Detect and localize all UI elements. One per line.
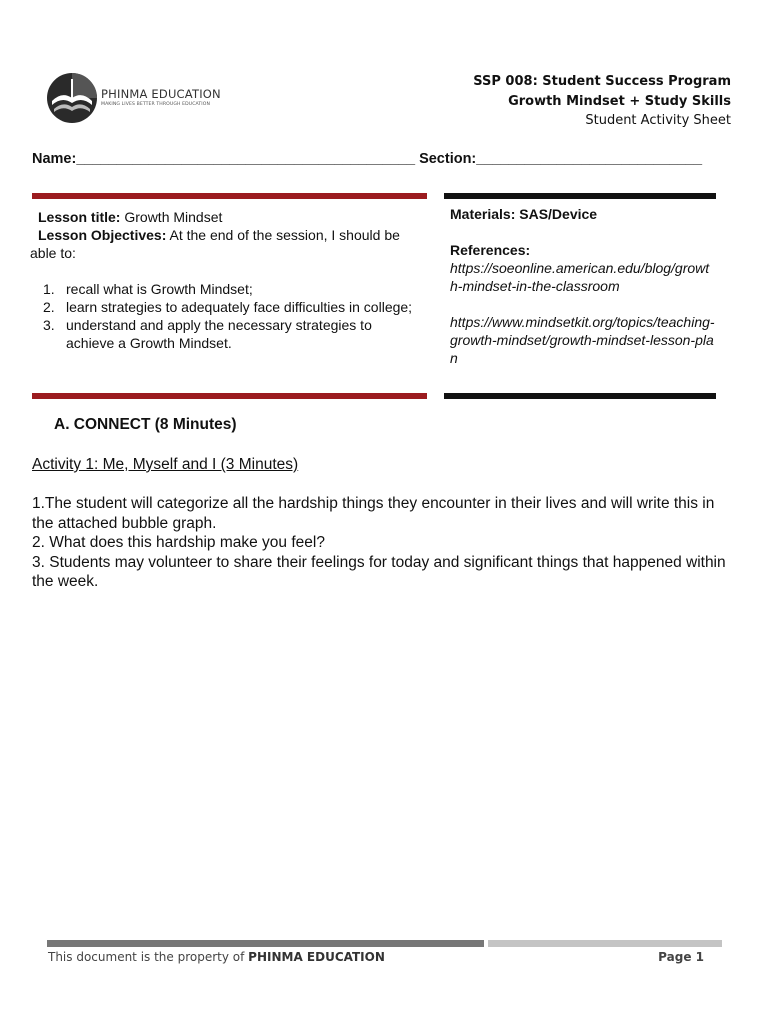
lesson-title-label: Lesson title: — [38, 209, 121, 225]
logo-name: PHINMA EDUCATION — [101, 87, 221, 101]
logo-tagline: MAKING LIVES BETTER THROUGH EDUCATION — [101, 102, 211, 107]
objectives-list — [38, 280, 418, 352]
page-number: Page 1 — [658, 950, 704, 964]
top-red-divider — [32, 193, 427, 199]
list-item: 3. understand and apply the necessary strategies to achieve a Growth Mindset. — [43, 317, 372, 351]
instruction-item: 2. What does this hardship make you feel? — [32, 534, 325, 551]
instruction-item: 3. Students may volunteer to share their feelings for today and significant things that happened within the week. — [32, 553, 726, 590]
materials-label: Materials: SAS/Device — [450, 206, 598, 222]
section-label: Section: — [419, 151, 477, 167]
phinma-logo — [46, 71, 221, 125]
lesson-title-value: Growth Mindset — [120, 209, 223, 225]
course-title: SSP 008: Student Success Program — [473, 74, 731, 89]
bottom-black-divider — [444, 393, 716, 399]
footer-property — [48, 950, 385, 964]
objectives-label: Lesson Objectives: — [38, 227, 167, 243]
footer-bar-light — [488, 940, 722, 947]
instruction-item: 1.The student will categorize all the hardship things they encounter in their lives and will write this in the attached bubble graph. — [32, 495, 715, 532]
section-blank[interactable]: ____________________________ — [476, 151, 703, 167]
reference-link[interactable]: https://soeonline.american.edu/blog/growth-mindset-in-the-classroom — [450, 260, 710, 294]
references-label: References: — [450, 242, 531, 258]
footer-bar-dark — [47, 940, 484, 947]
top-black-divider — [444, 193, 716, 199]
phinma-emblem-icon — [46, 71, 98, 125]
lesson-title — [38, 208, 418, 226]
objectives-intro: At the end of the session, I should be able to: — [30, 227, 400, 261]
name-blank[interactable]: __________________________________________ — [76, 151, 416, 167]
name-label: Name: — [32, 151, 77, 167]
topic-title: Growth Mindset + Study Skills — [508, 94, 731, 109]
property-owner: PHINMA EDUCATION — [248, 950, 385, 964]
lesson-box — [30, 208, 418, 352]
section-a-heading: A. CONNECT (8 Minutes) — [54, 416, 237, 433]
sheet-type: Student Activity Sheet — [585, 113, 731, 128]
reference-link[interactable]: https://www.mindsetkit.org/topics/teaching-growth-mindset/growth-mindset-lesson-plan — [450, 314, 715, 366]
activity-title: Activity 1: Me, Myself and I (3 Minutes) — [32, 456, 299, 473]
activity-instructions — [32, 494, 732, 592]
list-item: 1. recall what is Growth Mindset; — [43, 281, 253, 297]
lesson-objectives — [30, 226, 418, 262]
materials-box — [450, 205, 715, 367]
property-text: This document is the property of — [48, 950, 249, 964]
bottom-red-divider — [32, 393, 427, 399]
student-info-line — [32, 151, 702, 167]
list-item: 2. learn strategies to adequately face difficulties in college; — [43, 299, 413, 315]
